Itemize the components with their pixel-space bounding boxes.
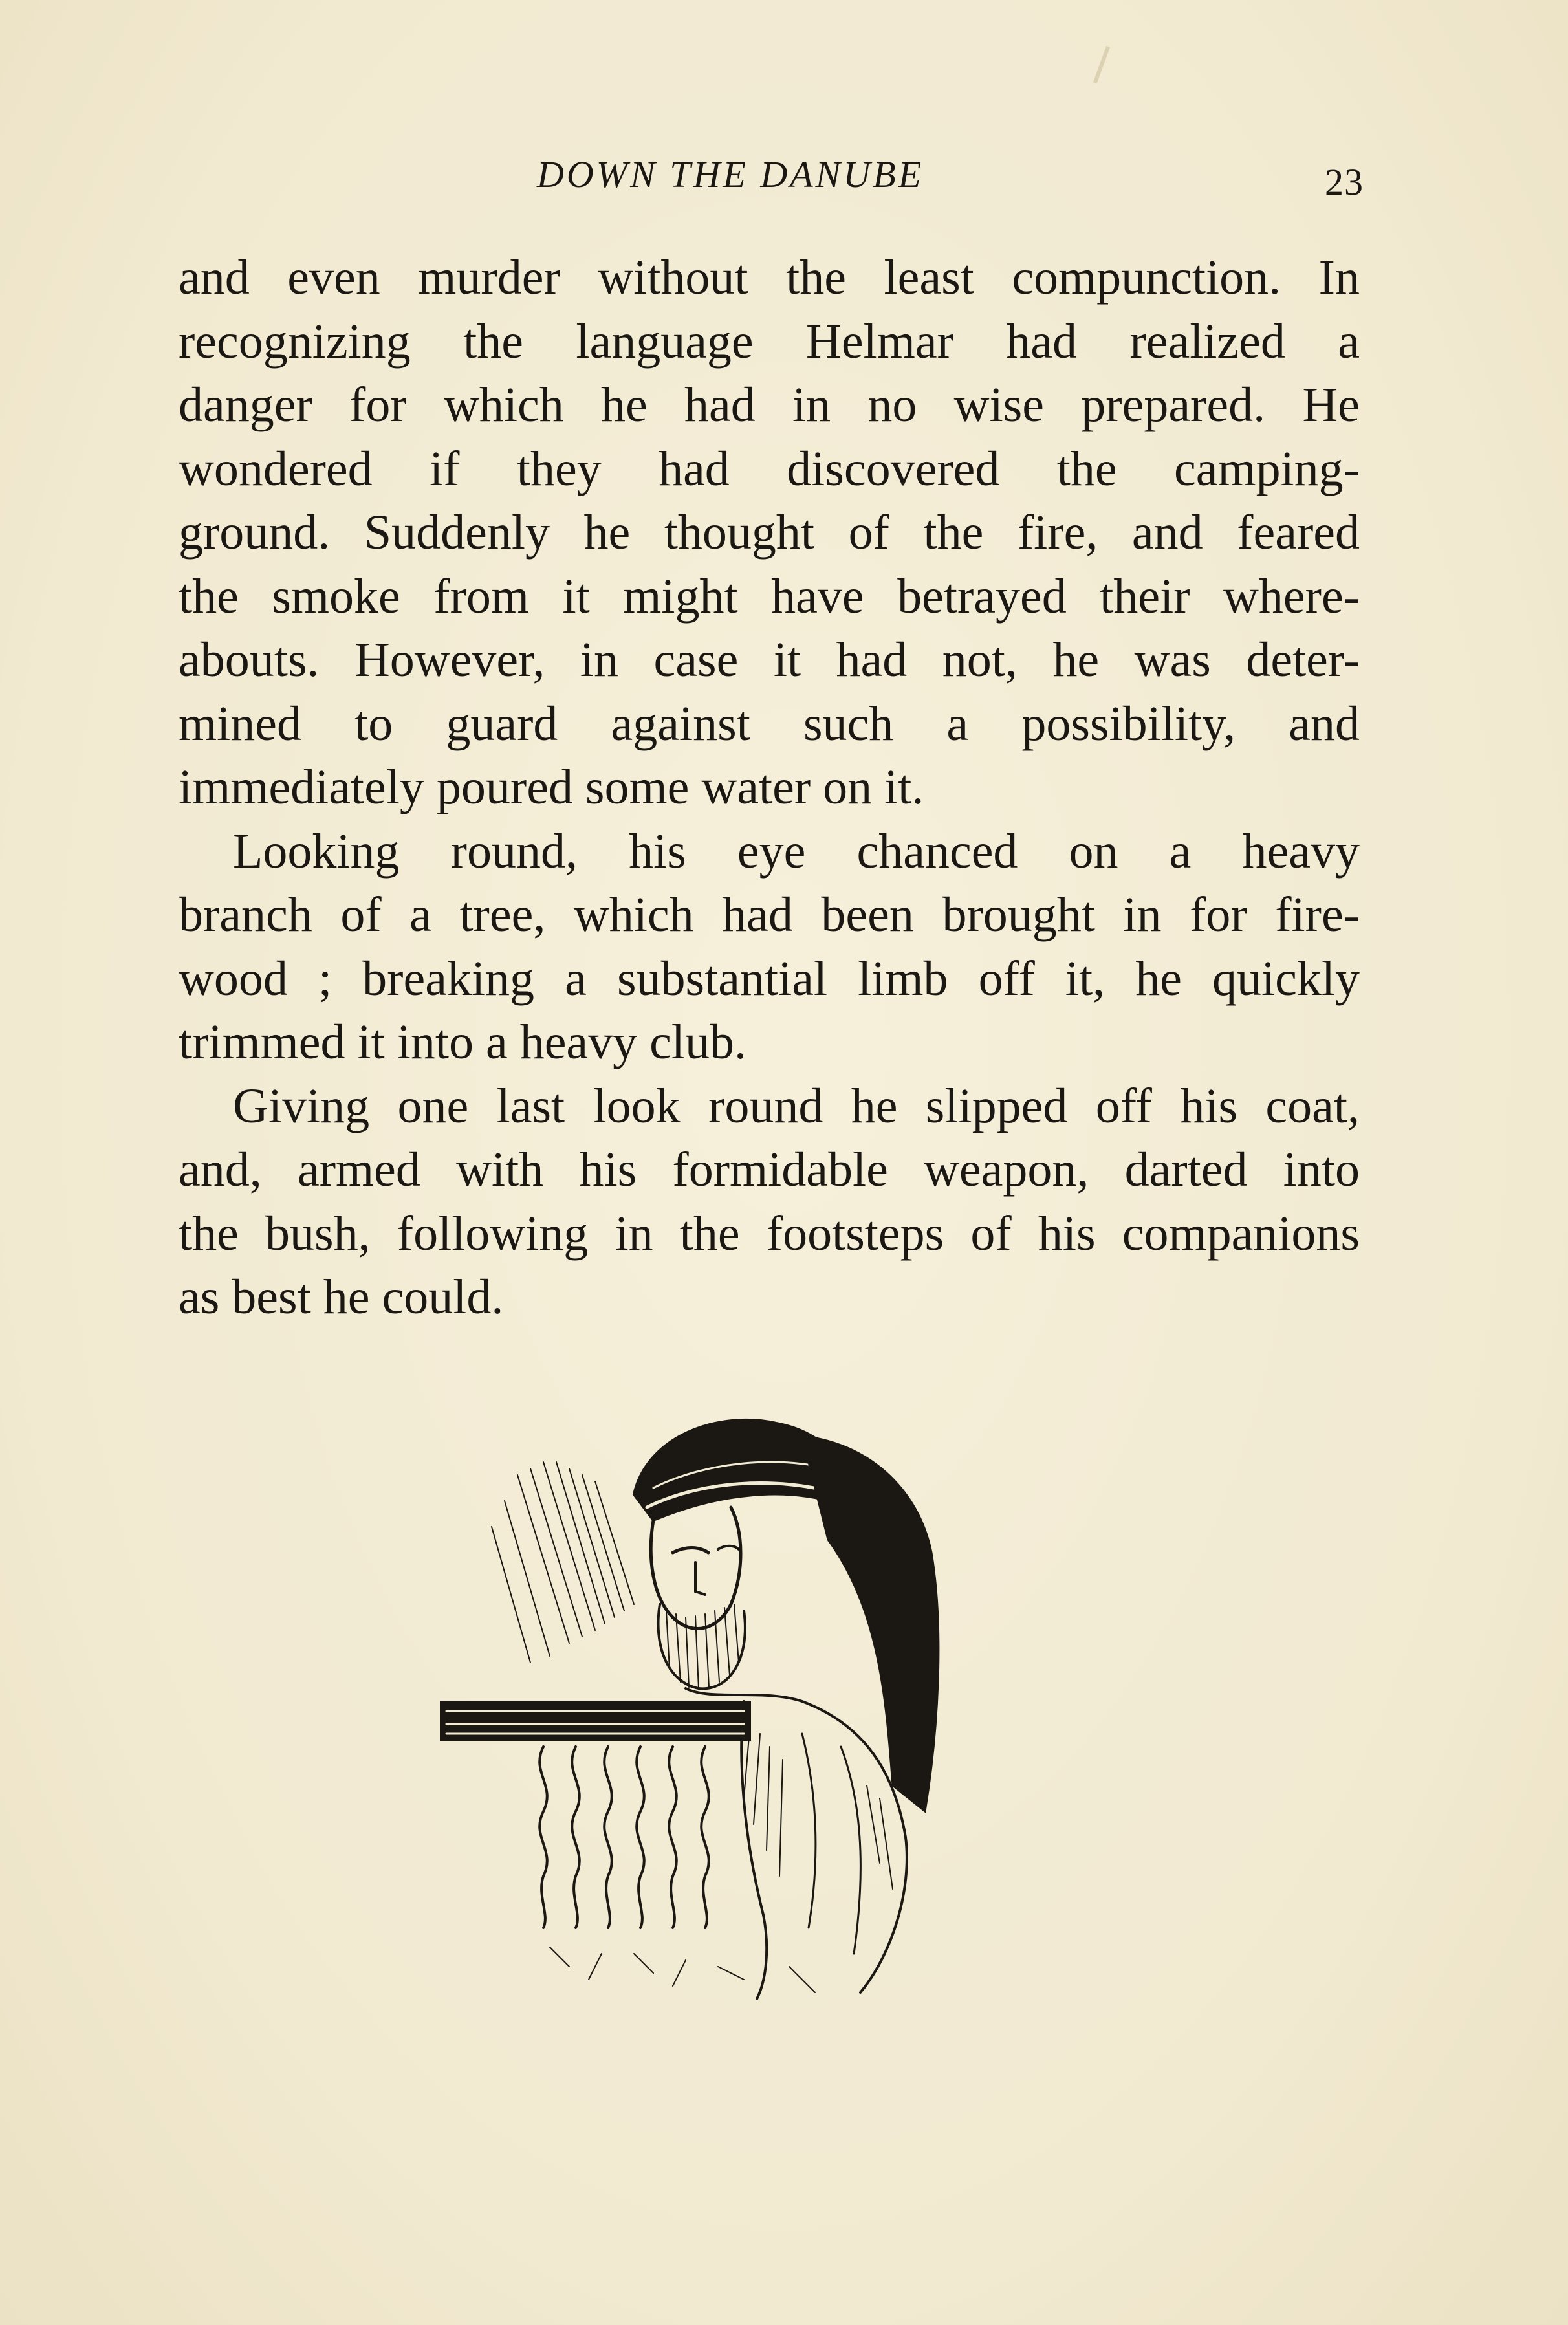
text-line: and, armed with his formidable weapon, darted into (179, 1142, 1360, 1197)
text-line: wood ; breaking a substantial limb off it, he quickly (179, 951, 1360, 1006)
text-line: mined to guard against such a possibility, and (179, 696, 1360, 751)
text-line: the smoke from it might have betrayed their where- (179, 569, 1360, 624)
text-line: trimmed it into a heavy club. (179, 1015, 747, 1069)
balusters (539, 1747, 709, 1928)
paragraph-2 (179, 820, 1360, 1075)
turbaned-man-engraving (440, 1397, 1113, 2005)
text-line: Giving one last look round he slipped off his coat, (233, 1078, 1360, 1133)
text-line: abouts. However, in case it had not, he was deter- (179, 633, 1360, 687)
text-line: Looking round, his eye chanced on a heavy (233, 824, 1360, 879)
text-line: danger for which he had in no wise prepared. He (179, 378, 1360, 432)
text-line: immediately poured some water on it. (179, 760, 924, 814)
text-line: the bush, following in the footsteps of his companions (179, 1206, 1360, 1261)
dark-drape (802, 1436, 939, 1811)
running-head (0, 147, 1568, 203)
text-line: branch of a tree, which had been brought in for fire- (179, 888, 1360, 942)
page-number: 23 (1325, 161, 1364, 203)
text-line: and even murder without the least compunction. In (179, 250, 1360, 305)
text-line: wondered if they had discovered the camping- (179, 441, 1360, 496)
text-line: recognizing the language Helmar had realized a (179, 314, 1360, 369)
running-title: DOWN THE DANUBE (537, 153, 924, 195)
paragraph-1 (179, 246, 1360, 820)
paragraph-3 (179, 1075, 1360, 1329)
body-text (179, 246, 1360, 1329)
text-line: as best he could. (179, 1270, 504, 1324)
text-line: ground. Suddenly he thought of the fire, and feared (179, 505, 1360, 560)
paper-speck (1093, 46, 1110, 83)
